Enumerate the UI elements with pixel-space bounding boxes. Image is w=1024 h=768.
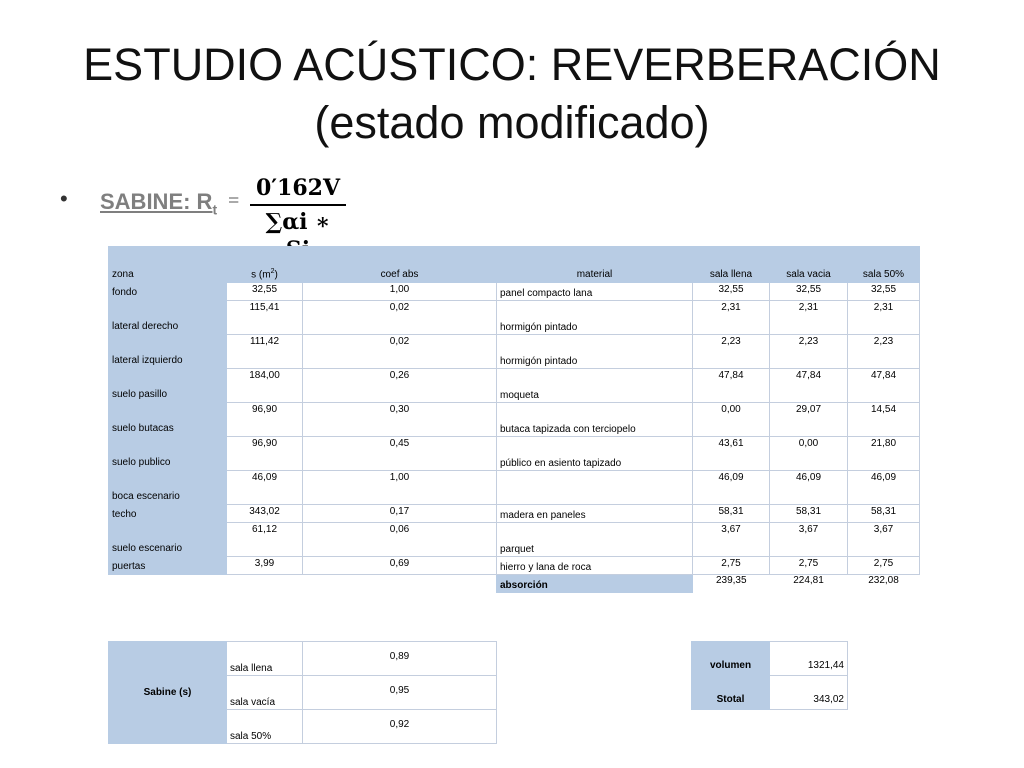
llena-cell: 47,84 (693, 369, 770, 403)
coef-cell: 0,26 (303, 369, 497, 403)
header-zona: zona (109, 247, 227, 283)
absorcion-llena: 239,35 (715, 575, 747, 586)
slide-title (0, 36, 1024, 152)
table-row (109, 557, 920, 575)
header-llena: sala llena (693, 247, 770, 283)
sabine-case: sala llena (227, 642, 303, 676)
title-line-1: ESTUDIO ACÚSTICO: REVERBERACIÓN (83, 39, 941, 90)
vacia-cell: 46,09 (770, 471, 848, 505)
zona-cell: boca escenario (109, 471, 227, 505)
material-cell: hierro y lana de roca (497, 557, 693, 575)
header-area (227, 247, 303, 283)
area-cell: 96,90 (227, 437, 303, 471)
coef-cell: 0,06 (303, 523, 497, 557)
material-cell (497, 471, 693, 505)
coef-cell: 0,17 (303, 505, 497, 523)
table-row (109, 505, 920, 523)
table-row (109, 283, 920, 301)
header-medio: sala 50% (848, 247, 920, 283)
sabine-case: sala 50% (227, 710, 303, 744)
blank-cell (109, 575, 227, 593)
llena-cell: 43,61 (693, 437, 770, 471)
area-cell: 343,02 (227, 505, 303, 523)
header-area-sup: 2 (270, 267, 275, 275)
coef-cell: 0,69 (303, 557, 497, 575)
blank-cell (303, 575, 497, 593)
absorcion-vacia: 224,81 (793, 575, 824, 586)
coef-cell: 1,00 (303, 283, 497, 301)
vacia-cell: 2,23 (770, 335, 848, 369)
fraction-denominator: ∑αi ∗ (265, 209, 331, 235)
medio-cell: 32,55 (848, 283, 920, 301)
volume-table (691, 641, 848, 710)
zona-cell: puertas (109, 557, 227, 575)
area-cell: 32,55 (227, 283, 303, 301)
zona-cell: suelo butacas (109, 403, 227, 437)
equals-sign: = (228, 190, 240, 212)
sabine-results-table (108, 641, 497, 744)
vacia-cell: 2,75 (770, 557, 848, 575)
table-row (109, 403, 920, 437)
vacia-cell: 29,07 (770, 403, 848, 437)
formula-label-subscript: t (212, 201, 218, 218)
zona-cell: suelo escenario (109, 523, 227, 557)
coef-cell: 0,02 (303, 335, 497, 369)
area-cell: 96,90 (227, 403, 303, 437)
zona-cell: suelo pasillo (109, 369, 227, 403)
area-cell: 111,42 (227, 335, 303, 369)
coef-cell: 1,00 (303, 471, 497, 505)
llena-cell: 2,23 (693, 335, 770, 369)
area-cell: 184,00 (227, 369, 303, 403)
header-coef: coef abs (303, 247, 497, 283)
material-cell: panel compacto lana (497, 283, 693, 301)
material-cell: butaca tapizada con terciopelo (497, 403, 693, 437)
absorcion-row (109, 575, 920, 593)
header-material: material (497, 247, 693, 283)
material-cell: hormigón pintado (497, 335, 693, 369)
header-area-text: s (m (251, 269, 271, 280)
llena-cell: 46,09 (693, 471, 770, 505)
medio-cell: 21,80 (848, 437, 920, 471)
sabine-value: 0,95 (303, 676, 497, 710)
vacia-cell: 0,00 (770, 437, 848, 471)
medio-cell: 46,09 (848, 471, 920, 505)
material-cell: parquet (497, 523, 693, 557)
vacia-cell: 32,55 (770, 283, 848, 301)
area-cell: 3,99 (227, 557, 303, 575)
coef-cell: 0,02 (303, 301, 497, 335)
zona-cell: suelo publico (109, 437, 227, 471)
area-cell: 61,12 (227, 523, 303, 557)
zona-cell: lateral izquierdo (109, 335, 227, 369)
area-cell: 115,41 (227, 301, 303, 335)
llena-cell: 58,31 (693, 505, 770, 523)
table-row (109, 437, 920, 471)
absorption-table (108, 246, 920, 593)
llena-cell: 2,31 (693, 301, 770, 335)
blank-cell (227, 575, 303, 593)
absorcion-label: absorción (497, 575, 693, 593)
zona-cell: fondo (109, 283, 227, 301)
vacia-cell: 2,31 (770, 301, 848, 335)
header-vacia: sala vacia (770, 247, 848, 283)
stotal-row (692, 676, 848, 710)
table-header-row (109, 247, 920, 283)
llena-cell: 3,67 (693, 523, 770, 557)
table-row (109, 369, 920, 403)
medio-cell: 14,54 (848, 403, 920, 437)
medio-cell: 58,31 (848, 505, 920, 523)
medio-cell: 2,23 (848, 335, 920, 369)
table-row (109, 471, 920, 505)
medio-cell: 2,75 (848, 557, 920, 575)
header-area-close: ) (274, 269, 278, 280)
absorcion-medio: 232,08 (868, 575, 899, 586)
table-row (109, 523, 920, 557)
volume-value: 1321,44 (770, 642, 848, 676)
vacia-cell: 47,84 (770, 369, 848, 403)
medio-cell: 47,84 (848, 369, 920, 403)
stotal-value: 343,02 (770, 676, 848, 710)
table-row (109, 335, 920, 369)
medio-cell: 2,31 (848, 301, 920, 335)
vacia-cell: 3,67 (770, 523, 848, 557)
llena-cell: 32,55 (693, 283, 770, 301)
llena-cell: 2,75 (693, 557, 770, 575)
sabine-case: sala vacía (227, 676, 303, 710)
title-line-2: (estado modificado) (314, 97, 710, 148)
fraction-numerator: 0′162V (255, 175, 341, 201)
material-cell: público en asiento tapizado (497, 437, 693, 471)
formula-label (100, 189, 217, 217)
sabine-value: 0,89 (303, 642, 497, 676)
table-row (109, 301, 920, 335)
sabine-row (109, 642, 497, 676)
zona-cell: techo (109, 505, 227, 523)
vacia-cell: 58,31 (770, 505, 848, 523)
sabine-formula (60, 175, 460, 238)
coef-cell: 0,30 (303, 403, 497, 437)
llena-cell: 0,00 (693, 403, 770, 437)
material-cell: moqueta (497, 369, 693, 403)
material-cell: madera en paneles (497, 505, 693, 523)
coef-cell: 0,45 (303, 437, 497, 471)
medio-cell: 3,67 (848, 523, 920, 557)
formula-label-text: SABINE: R (100, 189, 213, 214)
material-cell: hormigón pintado (497, 301, 693, 335)
volume-row (692, 642, 848, 676)
volume-label: volumen (692, 642, 770, 676)
sabine-value: 0,92 (303, 710, 497, 744)
bullet-icon: • (60, 186, 68, 211)
zona-cell: lateral derecho (109, 301, 227, 335)
fraction-bar (250, 204, 346, 206)
area-cell: 46,09 (227, 471, 303, 505)
sabine-label: Sabine (s) (109, 642, 227, 744)
stotal-label: Stotal (692, 676, 770, 710)
